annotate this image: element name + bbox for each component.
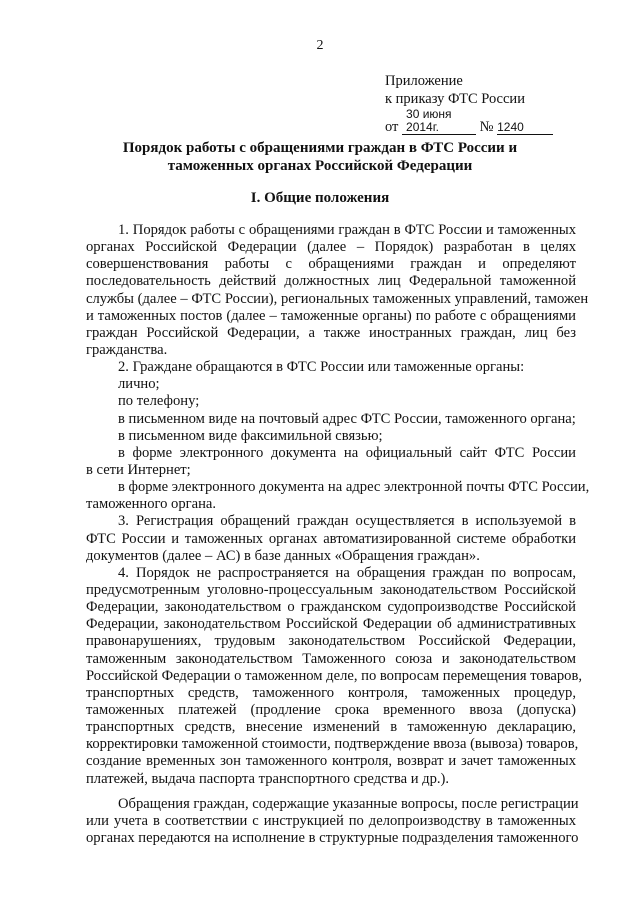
text-line: по телефону; xyxy=(118,393,200,410)
text-line: создание временных зон таможенного контроля, возврат и зачет таможенных xyxy=(86,753,576,770)
appendix-date-line xyxy=(385,108,553,136)
text-line: Федерации, законодательством Российской Федерации об административных xyxy=(86,616,576,633)
paragraph xyxy=(86,795,579,847)
text-line: в форме электронного документа на адрес электронной почты ФТС России, xyxy=(118,479,590,496)
text-line: правонарушениях, трудовым законодательством Российской Федерации, xyxy=(86,633,576,650)
title-line: таможенных органах Российской Федерации xyxy=(167,158,473,174)
text-line: ФТС России и таможенных органах автоматизированной системе обработки xyxy=(86,530,576,547)
text-line: предусмотренным уголовно-процессуальным законодательством Российской xyxy=(86,581,576,598)
text-line: в письменном виде на почтовый адрес ФТС России, таможенного органа; xyxy=(118,410,576,427)
text-line: совершенствования работы с обращениями граждан и определяют xyxy=(86,256,576,273)
appendix-block xyxy=(385,72,553,136)
text-line: корректировки таможенной стоимости, подтверждение ввоза (вывоза) товаров, xyxy=(86,736,579,753)
text-line: 1. Порядок работы с обращениями граждан в ФТС России и таможенных xyxy=(118,222,576,238)
text-line: в форме электронного документа на официальный сайт ФТС России xyxy=(118,444,576,461)
text-line: таможенным законодательством Таможенного союза и законодательством xyxy=(86,650,576,667)
text-line: и таможенных постов (далее – таможенные органы) по работе с обращениями xyxy=(86,307,576,324)
text-line: Федерации, законодательством о гражданском судопроизводстве Российской xyxy=(86,599,576,616)
paragraph xyxy=(86,359,590,513)
text-line: органах передаются на исполнение в структурные подразделения таможенного xyxy=(86,829,579,846)
number-sign: № xyxy=(479,119,494,135)
text-line: 2. Граждане обращаются в ФТС России или таможенные органы: xyxy=(118,359,525,376)
document-body xyxy=(86,222,590,847)
text-line: платежей, выдача паспорта транспортного средства и др.). xyxy=(86,770,450,787)
document-title xyxy=(0,139,640,175)
text-line: граждан Российской Федерации, а также иностранных граждан, лиц без xyxy=(86,324,576,341)
appendix-order-ref: к приказу ФТС России xyxy=(385,91,525,107)
order-number: 1240 xyxy=(497,121,553,135)
appendix-label: Приложение xyxy=(385,73,463,89)
text-line: или учета в соответствии с инструкцией по делопроизводству в таможенных xyxy=(86,812,576,829)
text-line: 4. Порядок не распространяется на обращения граждан по вопросам, xyxy=(118,564,576,581)
text-line: транспортных средств, таможенного контроля, таможенных процедур, xyxy=(86,684,576,701)
title-line: Порядок работы с обращениями граждан в ФТС России и xyxy=(122,140,518,156)
paragraph-gap xyxy=(86,788,576,796)
text-line: последовательность действий должностных лиц Федеральной таможенной xyxy=(86,273,576,290)
order-date: 30 июня 2014г. xyxy=(402,108,476,135)
section-heading: I. Общие положения xyxy=(250,190,390,206)
text-line: таможенного органа. xyxy=(86,496,217,513)
text-line: лично; xyxy=(118,376,160,393)
text-line: документов (далее – АС) в базе данных «Обращения граждан». xyxy=(86,547,480,564)
text-line: 3. Регистрация обращений граждан осуществляется в используемой в xyxy=(118,513,576,530)
paragraph xyxy=(86,564,583,788)
date-prefix: от xyxy=(385,119,399,135)
text-line: службы (далее – ФТС России), региональных таможенных управлений, таможен xyxy=(86,290,589,307)
text-line: таможенных платежей (продление срока временного ввоза (допуска) xyxy=(86,701,576,718)
text-line: органах Российской Федерации (далее – Порядок) разработан в целях xyxy=(86,239,576,256)
text-line: в письменном виде факсимильной связью; xyxy=(118,427,383,444)
text-line: гражданства. xyxy=(86,341,168,358)
text-line: Обращения граждан, содержащие указанные вопросы, после регистрации xyxy=(118,795,579,812)
text-line: транспортных средств, внесение изменений в таможенную декларацию, xyxy=(86,719,576,736)
paragraph xyxy=(86,222,589,359)
paragraph xyxy=(86,513,576,564)
text-line: в сети Интернет; xyxy=(86,461,191,478)
text-line: Российской Федерации о таможенном деле, по вопросам перемещения товаров, xyxy=(86,667,583,684)
page-number: 2 xyxy=(316,38,324,53)
